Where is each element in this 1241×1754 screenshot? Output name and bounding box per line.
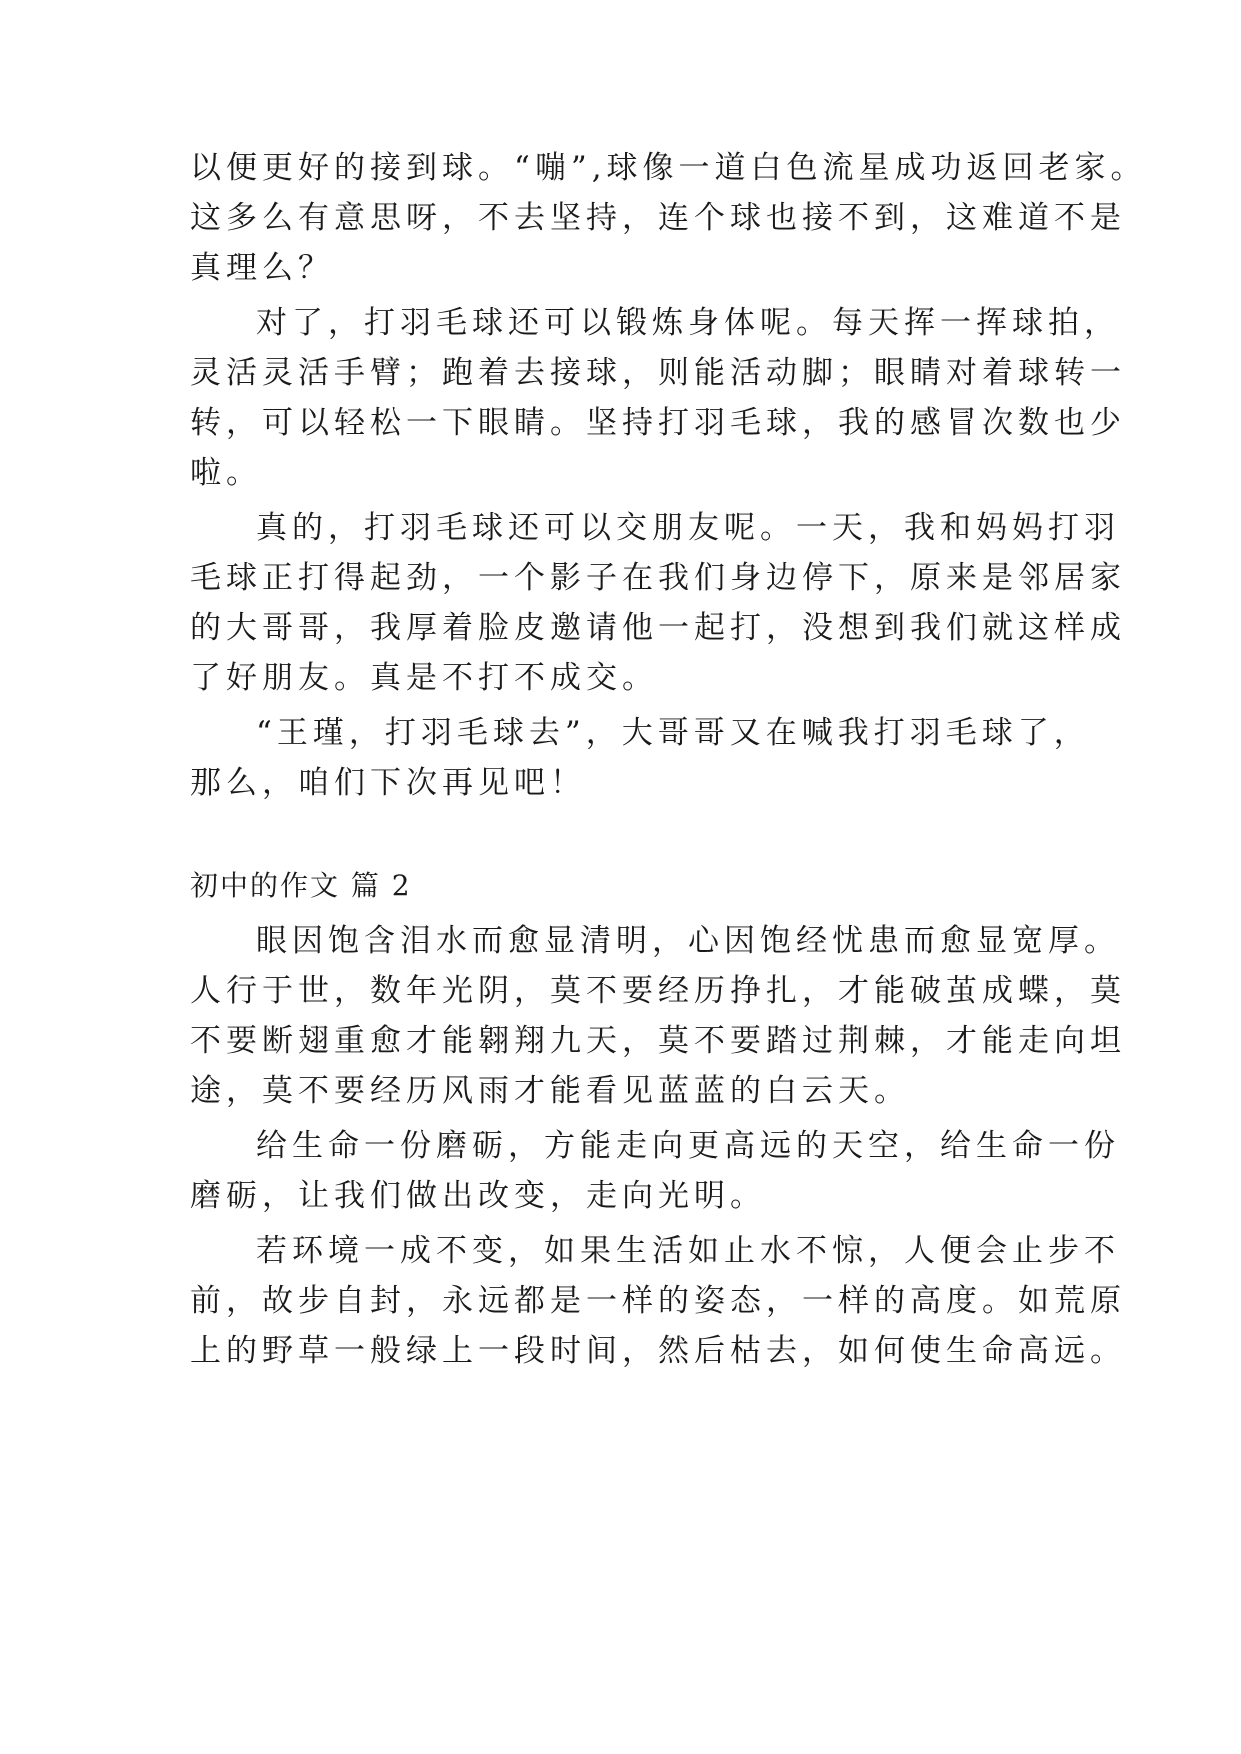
text-line: 人行于世，数年光阴，莫不要经历挣扎，才能破茧成蝶，莫 xyxy=(190,973,1126,1009)
text-line: 的大哥哥，我厚着脸皮邀请他一起打，没想到我们就这样成 xyxy=(190,610,1126,646)
text-line: 以便更好的接到球。“嘣”,球像一道白色流星成功返回老家。 xyxy=(190,150,1147,186)
text-line: “王瑾，打羽毛球去”，大哥哥又在喊我打羽毛球了， xyxy=(256,715,1090,751)
text-line: 真理么？ xyxy=(190,250,334,286)
text-line: 磨砺，让我们做出改变，走向光明。 xyxy=(190,1178,766,1214)
text-line: 了好朋友。真是不打不成交。 xyxy=(190,660,658,696)
text-line: 上的野草一般绿上一段时间，然后枯去，如何使生命高远。 xyxy=(190,1333,1126,1369)
text-line: 给生命一份磨砺，方能走向更高远的天空，给生命一份 xyxy=(256,1128,1120,1164)
text-line: 灵活灵活手臂；跑着去接球，则能活动脚；眼睛对着球转一 xyxy=(190,355,1126,391)
text-line: 不要断翅重愈才能翱翔九天，莫不要踏过荆棘，才能走向坦 xyxy=(190,1023,1126,1059)
text-line: 那么，咱们下次再见吧！ xyxy=(190,765,586,801)
text-line: 途，莫不要经历风雨才能看见蓝蓝的白云天。 xyxy=(190,1073,910,1109)
text-line: 转，可以轻松一下眼睛。坚持打羽毛球，我的感冒次数也少 xyxy=(190,405,1126,441)
text-line: 若环境一成不变，如果生活如止水不惊，人便会止步不 xyxy=(256,1233,1120,1269)
text-line: 啦。 xyxy=(190,455,262,491)
text-line: 眼因饱含泪水而愈显清明，心因饱经忧患而愈显宽厚。 xyxy=(256,923,1120,959)
text-line: 真的，打羽毛球还可以交朋友呢。一天，我和妈妈打羽 xyxy=(256,510,1120,546)
text-line: 毛球正打得起劲，一个影子在我们身边停下，原来是邻居家 xyxy=(190,560,1126,596)
text-line: 对了，打羽毛球还可以锻炼身体呢。每天挥一挥球拍， xyxy=(256,305,1120,341)
text-line: 这多么有意思呀，不去坚持，连个球也接不到，这难道不是 xyxy=(190,200,1126,236)
text-line: 前，故步自封，永远都是一样的姿态，一样的高度。如荒原 xyxy=(190,1283,1126,1319)
section-heading: 初中的作文 篇 2 xyxy=(190,869,412,902)
